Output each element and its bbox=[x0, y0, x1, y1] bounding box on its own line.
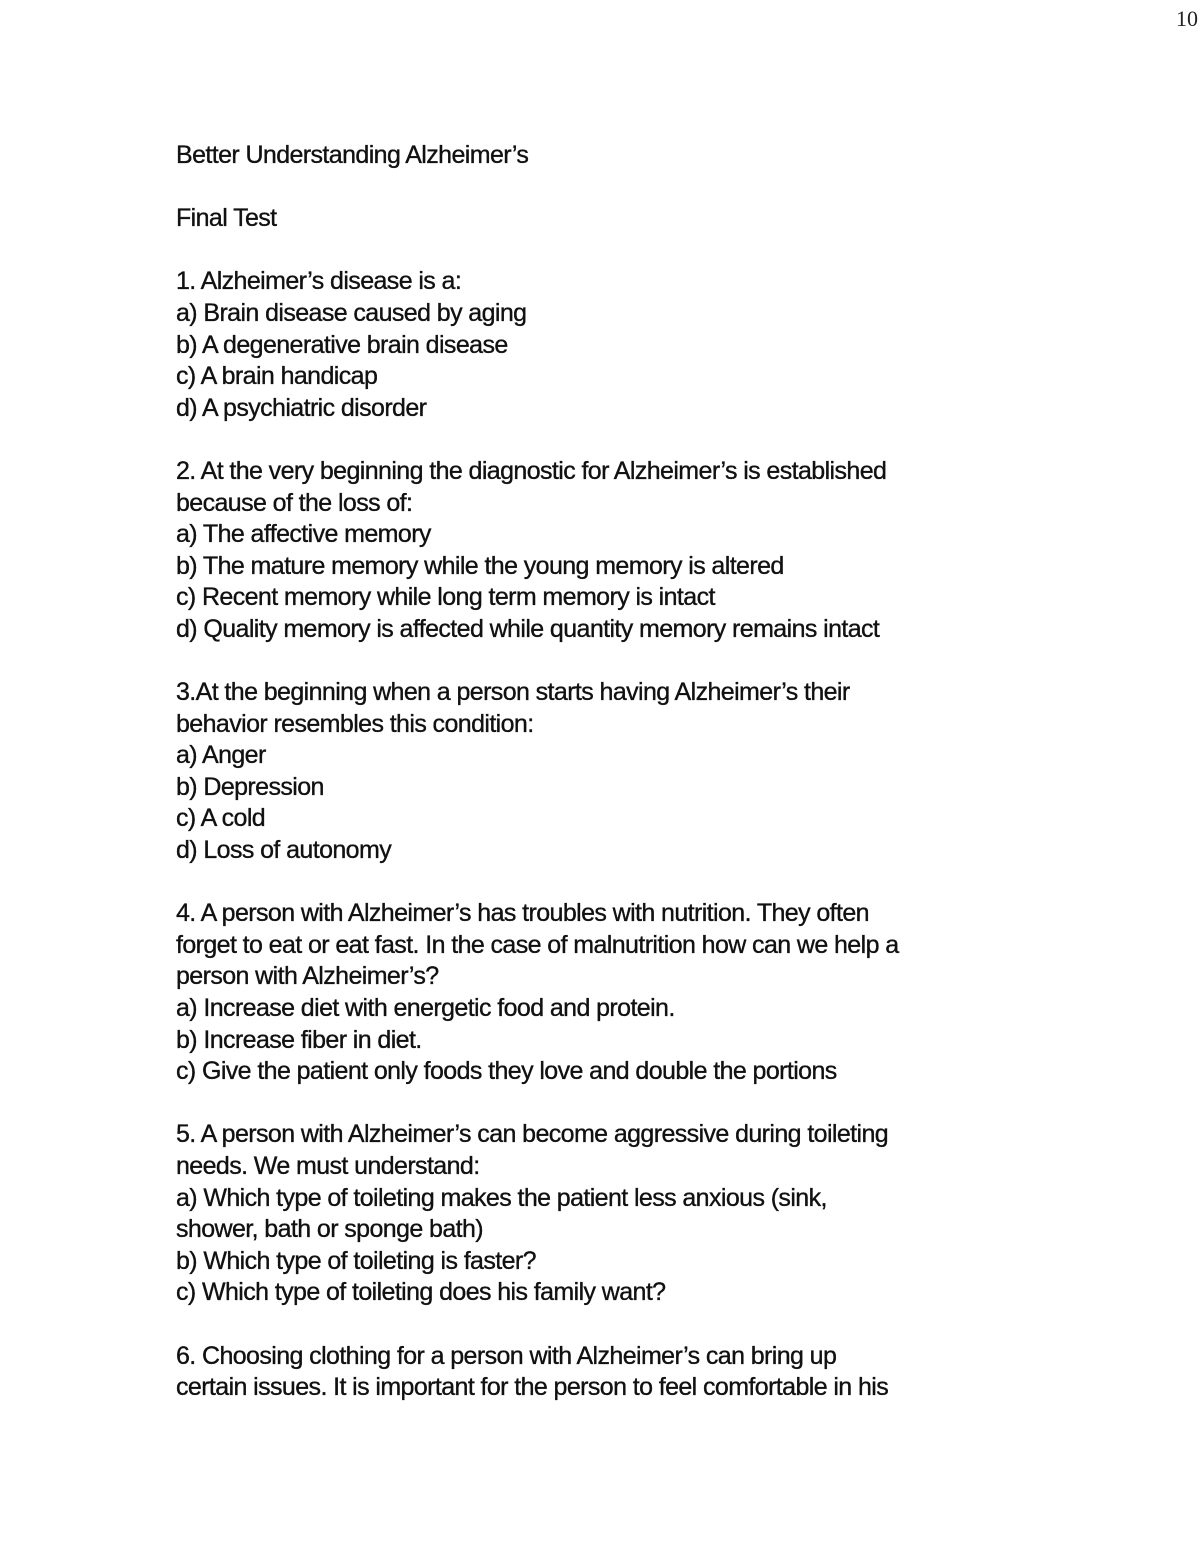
answer-option: c) A brain handicap bbox=[176, 362, 378, 391]
answer-option: c) A cold bbox=[176, 804, 266, 833]
question-text: 6. Choosing clothing for a person with Alzheimer’s can bring up bbox=[176, 1341, 837, 1370]
spacer bbox=[176, 867, 1036, 899]
spacer bbox=[176, 172, 1036, 204]
answer-option: d) Loss of autonomy bbox=[176, 836, 392, 865]
answer-option: c) Which type of toileting does his family want? bbox=[176, 1278, 666, 1307]
spacer bbox=[176, 235, 1036, 267]
question-text: 5. A person with Alzheimer’s can become aggressive during toileting bbox=[176, 1120, 889, 1149]
page-number: 10 bbox=[1176, 6, 1198, 31]
answer-option: d) Quality memory is affected while quantity memory remains intact bbox=[176, 614, 880, 643]
document-title: Better Understanding Alzheimer’s bbox=[176, 141, 529, 169]
question-text: forget to eat or eat fast. In the case of malnutrition how can we help a bbox=[176, 930, 899, 959]
answer-option: b) The mature memory while the young memory is altered bbox=[176, 551, 784, 580]
document-subtitle: Final Test bbox=[176, 204, 277, 233]
question-text: 4. A person with Alzheimer’s has troubles with nutrition. They often bbox=[176, 899, 869, 928]
answer-option: a) The affective memory bbox=[176, 520, 431, 549]
question-text: needs. We must understand: bbox=[176, 1152, 480, 1180]
answer-option: a) Which type of toileting makes the patient less anxious (sink, bbox=[176, 1183, 827, 1212]
question-4 bbox=[176, 898, 1036, 1088]
question-text: person with Alzheimer’s? bbox=[176, 962, 439, 991]
answer-option: shower, bath or sponge bath) bbox=[176, 1215, 484, 1244]
spacer bbox=[176, 424, 1036, 456]
question-text: behavior resembles this condition: bbox=[176, 709, 534, 738]
answer-option: a) Increase diet with energetic food and protein. bbox=[176, 994, 675, 1023]
spacer bbox=[176, 1088, 1036, 1120]
answer-option: c) Give the patient only foods they love and double the portions bbox=[176, 1057, 837, 1086]
question-3 bbox=[176, 677, 1036, 867]
question-text: 1. Alzheimer’s disease is a: bbox=[176, 267, 462, 296]
question-6 bbox=[176, 1341, 1036, 1404]
answer-option: b) A degenerative brain disease bbox=[176, 330, 508, 359]
answer-option: b) Increase fiber in diet. bbox=[176, 1025, 422, 1054]
question-text: 2. At the very beginning the diagnostic for Alzheimer’s is established bbox=[176, 456, 887, 485]
test-document bbox=[176, 140, 1036, 1404]
answer-option: a) Brain disease caused by aging bbox=[176, 298, 527, 327]
question-2 bbox=[176, 456, 1036, 646]
answer-option: c) Recent memory while long term memory is intact bbox=[176, 583, 715, 612]
answer-option: d) A psychiatric disorder bbox=[176, 393, 427, 422]
answer-option: a) Anger bbox=[176, 741, 266, 770]
answer-option: b) Depression bbox=[176, 772, 324, 801]
answer-option: b) Which type of toileting is faster? bbox=[176, 1246, 536, 1275]
question-text: certain issues. It is important for the person to feel comfortable in his bbox=[176, 1373, 889, 1402]
question-text: 3.At the beginning when a person starts having Alzheimer’s their bbox=[176, 678, 850, 707]
question-text: because of the loss of: bbox=[176, 488, 413, 517]
question-1 bbox=[176, 266, 1036, 424]
question-5 bbox=[176, 1119, 1036, 1309]
spacer bbox=[176, 1309, 1036, 1341]
spacer bbox=[176, 646, 1036, 678]
